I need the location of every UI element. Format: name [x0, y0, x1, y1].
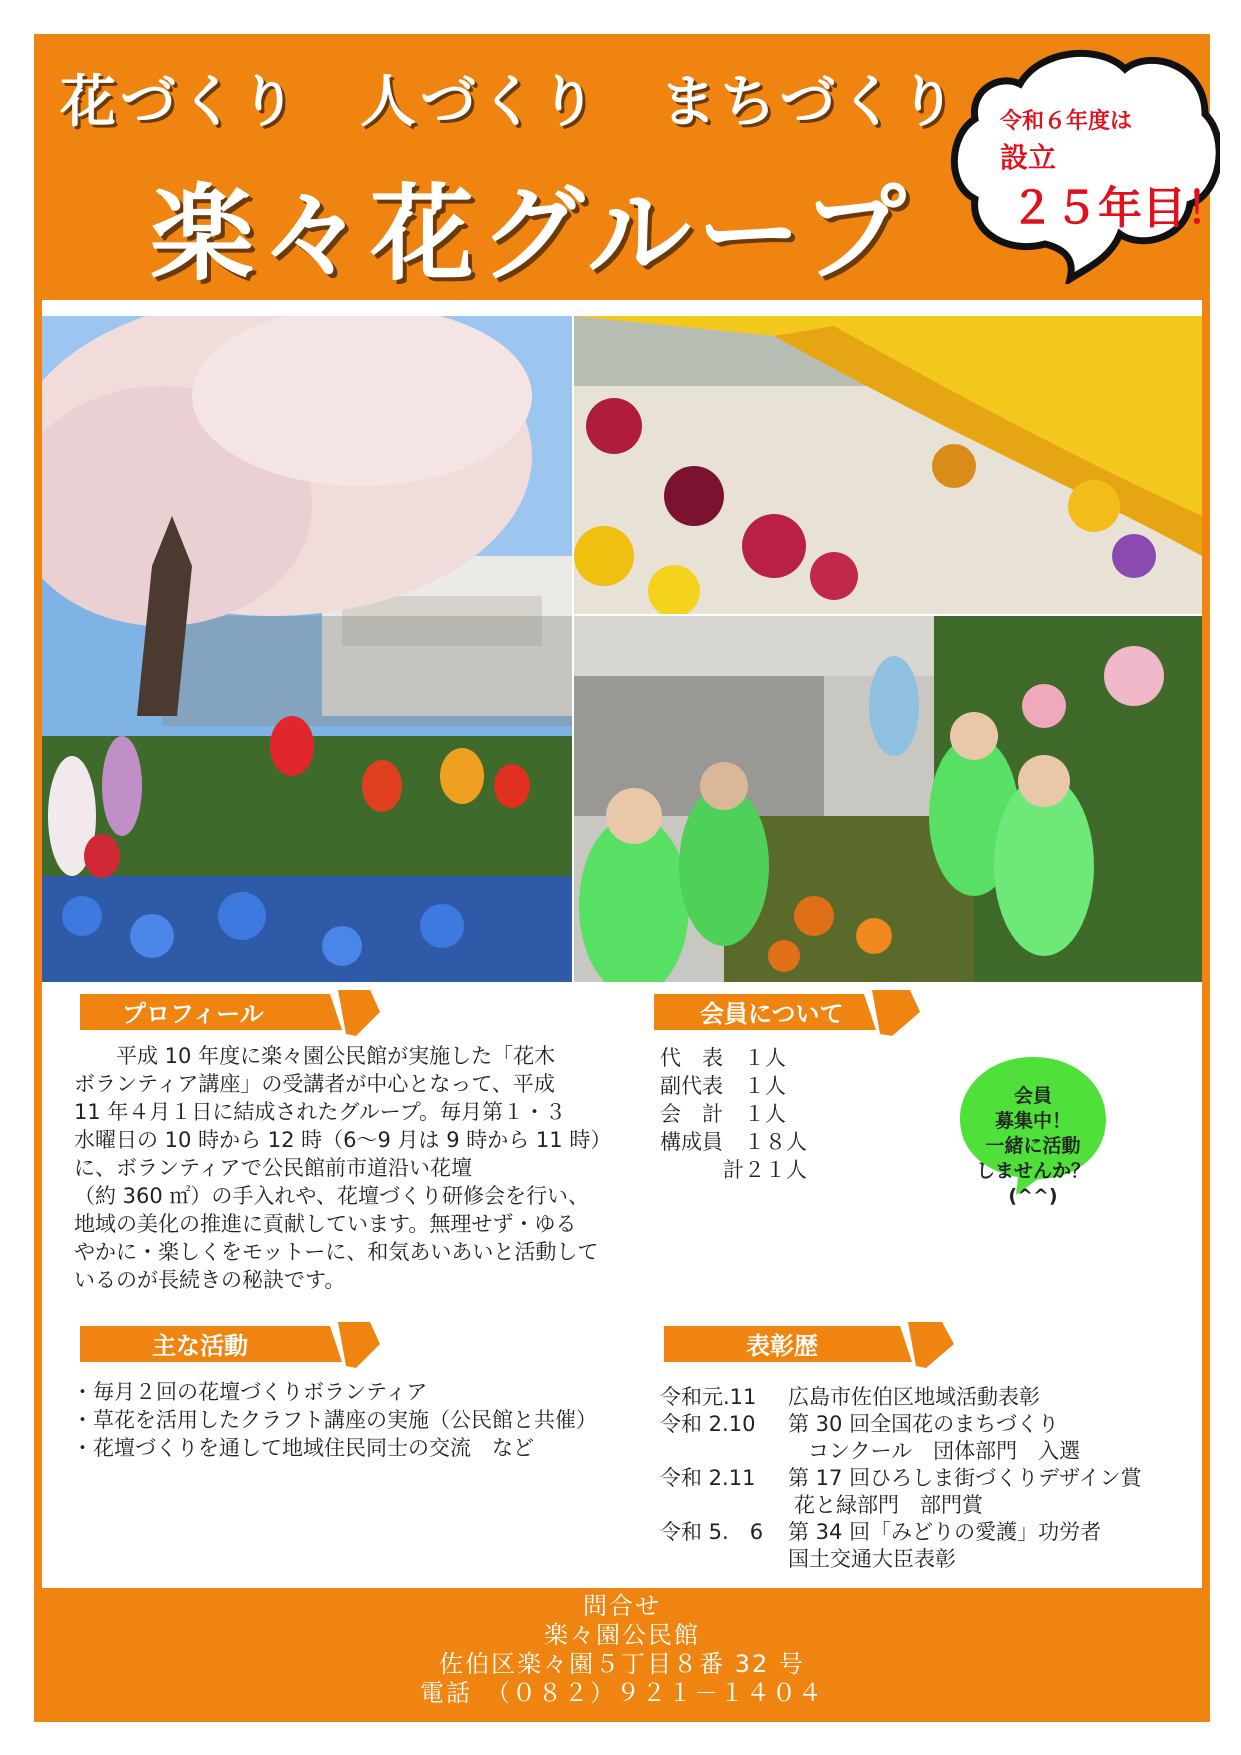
- speech-bubble-badge: [950, 44, 1220, 284]
- members-row: 計２１人: [660, 1158, 807, 1182]
- page-title: 楽々花グループ: [150, 173, 912, 295]
- recruit-line: しませんか？: [975, 1160, 1090, 1182]
- recruit-line: 会員: [1013, 1085, 1052, 1107]
- award-text: コンクール 団体部門 入選: [808, 1439, 1081, 1463]
- award-date: 令和 5. 6: [660, 1520, 764, 1544]
- members-row: 構成員 １８人: [660, 1130, 807, 1154]
- activities-header: [80, 1322, 380, 1368]
- award-date: 令和 2.11: [660, 1466, 756, 1490]
- cherry-blossom-photo: [42, 316, 572, 982]
- profile-line: 11 年４月１日に結成されたグループ。毎月第１・３: [74, 1100, 567, 1124]
- members-heading: 会員について: [700, 1000, 844, 1028]
- profile-line: に、ボランティアで公民館前市道沿い花壇: [74, 1156, 472, 1180]
- tagline: 花づくり 人づくり まちづくり: [60, 70, 960, 135]
- badge-line-2: 設立: [1000, 141, 1057, 174]
- profile-heading: プロフィール: [122, 1000, 264, 1028]
- contact-org: 楽々園公民館: [544, 1621, 700, 1649]
- badge-line-3: ２５年目！: [1010, 183, 1230, 234]
- profile-line: 平成 10 年度に楽々園公民館が実施した「花木: [74, 1044, 556, 1068]
- recruit-line: 一緒に活動: [985, 1135, 1081, 1157]
- profile-header: [80, 990, 380, 1036]
- contact-address: 佐伯区楽々園５丁目８番 32 号: [439, 1650, 805, 1678]
- members-header: [654, 990, 934, 1036]
- profile-line: いるのが長続きの秘訣です。: [74, 1268, 346, 1292]
- members-row: 副代表 １人: [660, 1074, 786, 1098]
- award-text: 第 30 回全国花のまちづくり: [788, 1412, 1059, 1436]
- profile-line: 地域の美化の推進に貢献しています。無理せず・ゆる: [74, 1212, 577, 1236]
- activities-heading: 主な活動: [152, 1332, 248, 1360]
- awards-heading: 表彰歴: [746, 1332, 818, 1360]
- contact-footer: [34, 1592, 1210, 1708]
- profile-line: ボランティア講座」の受講者が中心となって、平成: [74, 1072, 555, 1096]
- recruit-line: 募集中！: [994, 1110, 1071, 1132]
- contact-phone: 電話 （０８２）９２１－１４０４: [420, 1679, 824, 1707]
- award-text: 国土交通大臣表彰: [788, 1547, 956, 1571]
- recruit-text: [958, 1084, 1108, 1209]
- group-photo: [574, 616, 1202, 982]
- members-row: 会 計 １人: [660, 1102, 786, 1126]
- flower-bed-photo: [574, 316, 1202, 614]
- profile-line: やかに・楽しくをモットーに、和気あいあいと活動して: [74, 1240, 599, 1264]
- recruit-line: (^^): [1008, 1185, 1058, 1207]
- award-date: 令和 2.10: [660, 1412, 756, 1436]
- profile-line: （約 360 ㎡）の手入れや、花壇づくり研修会を行い、: [74, 1184, 590, 1208]
- award-text: 第 17 回ひろしま街づくりデザイン賞: [788, 1466, 1142, 1490]
- activity-item: ・花壇づくりを通して地域住民同士の交流 など: [72, 1436, 534, 1460]
- profile-line: 水曜日の 10 時から 12 時（6～9 月は 9 時から 11 時）: [74, 1128, 612, 1152]
- award-date: 令和元.11: [660, 1385, 757, 1409]
- badge-line-1: 令和６年度は: [1000, 109, 1133, 134]
- award-text: 花と緑部門 部門賞: [794, 1493, 983, 1517]
- awards-header: [664, 1322, 964, 1368]
- award-text: 第 34 回「みどりの愛護」功労者: [788, 1520, 1102, 1544]
- activity-item: ・草花を活用したクラフト講座の実施（公民館と共催）: [72, 1408, 597, 1432]
- activity-item: ・毎月２回の花壇づくりボランティア: [72, 1380, 428, 1404]
- award-text: 広島市佐伯区地域活動表彰: [788, 1385, 1040, 1409]
- contact-label: 問合せ: [583, 1592, 661, 1620]
- members-row: 代 表 １人: [660, 1046, 786, 1070]
